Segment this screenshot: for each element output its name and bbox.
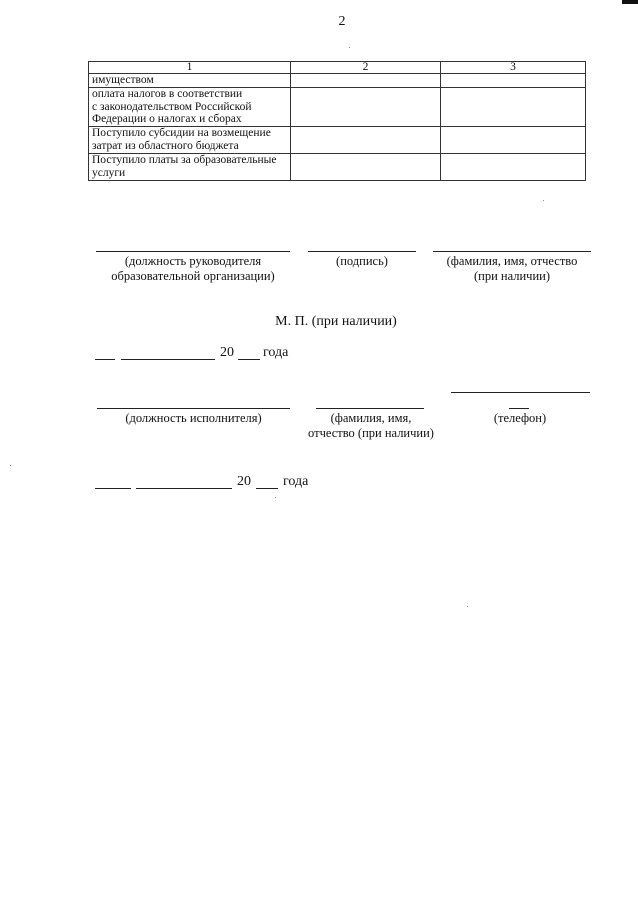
table-row (89, 88, 586, 127)
date2-month-line (136, 488, 232, 489)
executor-name-line (316, 408, 424, 409)
row-label-subsidy: Поступило субсидии на возмещение затрат из областного бюджета (89, 127, 291, 154)
date2-day-line (95, 488, 131, 489)
scan-speck (467, 606, 468, 607)
head-position-line (96, 251, 290, 252)
table-row (89, 127, 586, 154)
executor-position-caption: (должность исполнителя) (125, 411, 262, 425)
phone-line-lower (509, 408, 529, 409)
financial-table (88, 61, 586, 181)
signature-caption: (подпись) (336, 254, 388, 268)
date2-year-suffix: года (283, 474, 309, 489)
row-label-tuition: Поступило платы за образовательные услуги (89, 154, 291, 181)
table-cell (291, 88, 441, 127)
date-year-suffix: года (263, 345, 289, 360)
head-name-line (433, 251, 591, 252)
table-cell (441, 127, 586, 154)
date-day-line (95, 359, 115, 360)
phone-line-upper (451, 392, 590, 393)
table-row (89, 74, 586, 88)
date-year-line (238, 359, 260, 360)
date2-year-prefix: 20 (237, 474, 251, 489)
table-cell (291, 74, 441, 88)
scan-speck (349, 47, 350, 48)
column-header-2: 2 (291, 62, 441, 74)
row-label-property: имуществом (89, 74, 291, 88)
stamp-placeholder: М. П. (при наличии) (275, 314, 397, 329)
table-cell (291, 154, 441, 181)
table-cell (441, 154, 586, 181)
scan-speck (10, 465, 11, 466)
column-header-1: 1 (89, 62, 291, 74)
executor-name-caption: (фамилия, имя, отчество (при наличии) (308, 411, 434, 440)
phone-caption: (телефон) (493, 411, 547, 425)
scan-corner-mark (622, 0, 638, 4)
table-cell (441, 74, 586, 88)
table-header-row (89, 62, 586, 74)
column-header-3: 3 (441, 62, 586, 74)
date-year-prefix: 20 (220, 345, 234, 360)
table-cell (441, 88, 586, 127)
head-name-caption: (фамилия, имя, отчество (при наличии) (446, 254, 578, 283)
head-signature-line (308, 251, 416, 252)
date-month-line (121, 359, 215, 360)
row-label-taxes: оплата налогов в соответствии с законодательством Российской Федерации о налогах и сборах (89, 88, 291, 127)
scan-speck (543, 200, 544, 201)
table-row (89, 154, 586, 181)
head-position-caption: (должность руководителя образовательной организации) (111, 254, 275, 283)
date2-year-line (256, 488, 278, 489)
executor-position-line (97, 408, 290, 409)
scan-speck (275, 497, 276, 498)
table-cell (291, 127, 441, 154)
page-number: 2 (338, 14, 346, 29)
